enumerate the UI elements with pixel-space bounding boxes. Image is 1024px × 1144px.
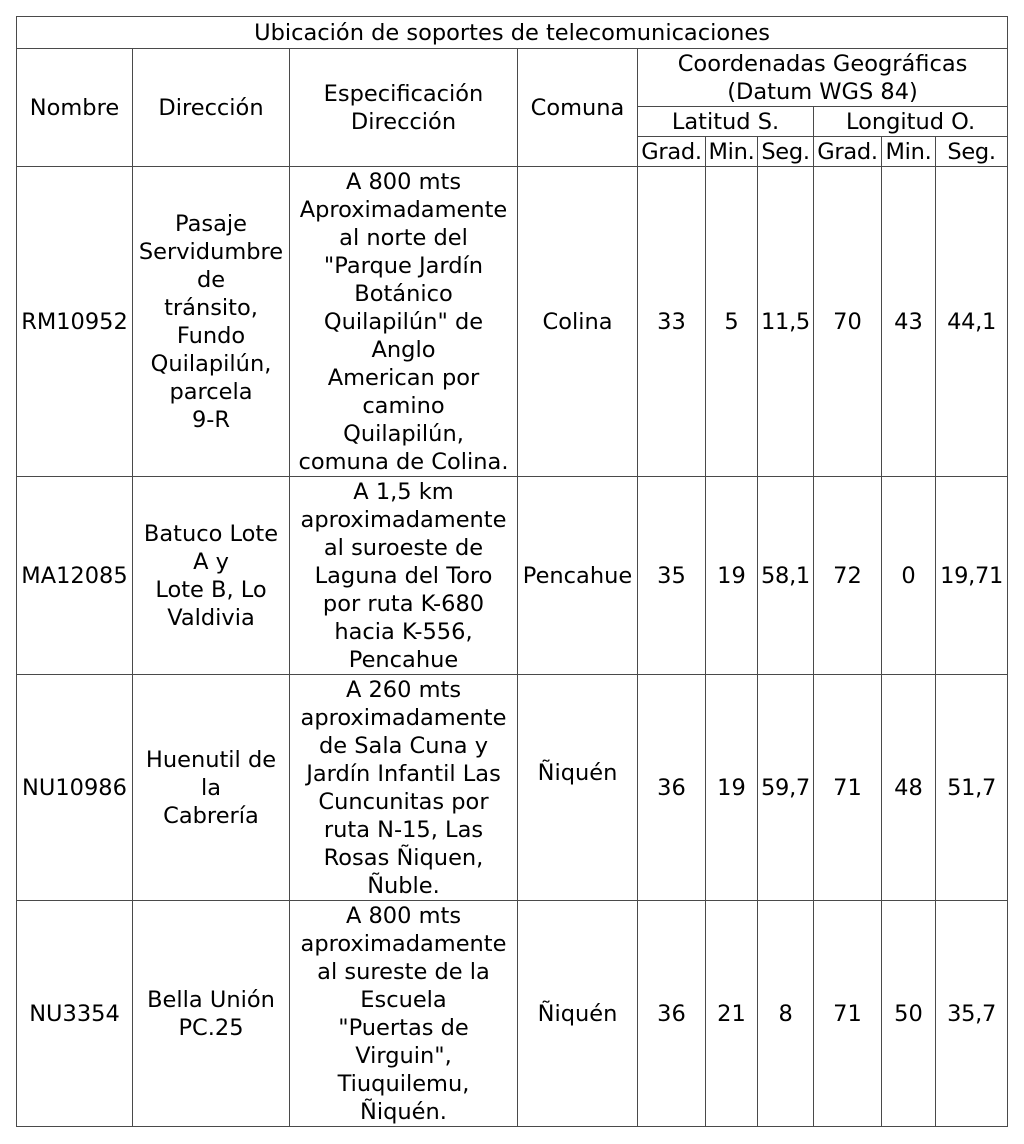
cell-direccion: Huenutil de la Cabrería: [133, 675, 290, 901]
cell-lon-min: 0: [882, 477, 936, 675]
cell-lat-min: 5: [706, 167, 758, 477]
header-nombre: Nombre: [17, 49, 133, 167]
table-row: [17, 477, 1008, 675]
cell-lon-min: 43: [882, 167, 936, 477]
cell-especificacion: A 260 mts aproximadamente de Sala Cuna y Jardín Infantil Las Cuncunitas por ruta N-15, Las Rosas Ñiquen, Ñuble.: [290, 675, 518, 901]
header-lat-seg: Seg.: [758, 137, 814, 167]
cell-nombre: RM10952: [17, 167, 133, 477]
table-row: [17, 901, 1008, 1127]
cell-direccion: Pasaje Servidumbre de tránsito, Fundo Quilapilún, parcela 9-R: [133, 167, 290, 477]
cell-nombre: MA12085: [17, 477, 133, 675]
cell-lat-seg: 11,5: [758, 167, 814, 477]
header-coordenadas: Coordenadas Geográficas (Datum WGS 84): [638, 49, 1008, 107]
cell-lat-min: 21: [706, 901, 758, 1127]
telecom-sites-table: [16, 16, 1008, 1127]
cell-especificacion: A 1,5 km aproximadamente al suroeste de Laguna del Toro por ruta K-680 hacia K-556, Pencahue: [290, 477, 518, 675]
cell-lon-grad: 72: [814, 477, 882, 675]
cell-comuna: Ñiquén: [518, 675, 638, 901]
cell-lon-grad: 70: [814, 167, 882, 477]
cell-comuna: Pencahue: [518, 477, 638, 675]
cell-especificacion: A 800 mts aproximadamente al sureste de la Escuela "Puertas de Virguin", Tiuquilemu, Ñiquén.: [290, 901, 518, 1127]
cell-lon-min: 50: [882, 901, 936, 1127]
header-lon-seg: Seg.: [936, 137, 1008, 167]
cell-lon-seg: 51,7: [936, 675, 1008, 901]
cell-lon-seg: 44,1: [936, 167, 1008, 477]
table-row: [17, 167, 1008, 477]
cell-lat-seg: 59,7: [758, 675, 814, 901]
cell-direccion: Batuco Lote A y Lote B, Lo Valdivia: [133, 477, 290, 675]
header-lat-min: Min.: [706, 137, 758, 167]
cell-lat-grad: 36: [638, 675, 706, 901]
cell-comuna: Colina: [518, 167, 638, 477]
header-latitud: Latitud S.: [638, 107, 814, 137]
header-especificacion: Especificación Dirección: [290, 49, 518, 167]
cell-comuna: Ñiquén: [518, 901, 638, 1127]
cell-lon-seg: 35,7: [936, 901, 1008, 1127]
table-row: [17, 675, 1008, 901]
header-lon-min: Min.: [882, 137, 936, 167]
cell-lat-seg: 58,1: [758, 477, 814, 675]
cell-lat-grad: 33: [638, 167, 706, 477]
cell-lat-min: 19: [706, 477, 758, 675]
cell-lat-grad: 35: [638, 477, 706, 675]
header-lat-grad: Grad.: [638, 137, 706, 167]
cell-direccion: Bella Unión PC.25: [133, 901, 290, 1127]
cell-especificacion: A 800 mts Aproximadamente al norte del "Parque Jardín Botánico Quilapilún" de Anglo American por camino Quilapilún, comuna de Colina.: [290, 167, 518, 477]
cell-lat-min: 19: [706, 675, 758, 901]
cell-lat-grad: 36: [638, 901, 706, 1127]
table-title: Ubicación de soportes de telecomunicaciones: [17, 17, 1008, 49]
header-lon-grad: Grad.: [814, 137, 882, 167]
cell-nombre: NU10986: [17, 675, 133, 901]
cell-lon-grad: 71: [814, 675, 882, 901]
cell-nombre: NU3354: [17, 901, 133, 1127]
cell-lon-min: 48: [882, 675, 936, 901]
header-direccion: Dirección: [133, 49, 290, 167]
header-longitud: Longitud O.: [814, 107, 1008, 137]
cell-lon-seg: 19,71: [936, 477, 1008, 675]
cell-lon-grad: 71: [814, 901, 882, 1127]
header-comuna: Comuna: [518, 49, 638, 167]
cell-lat-seg: 8: [758, 901, 814, 1127]
